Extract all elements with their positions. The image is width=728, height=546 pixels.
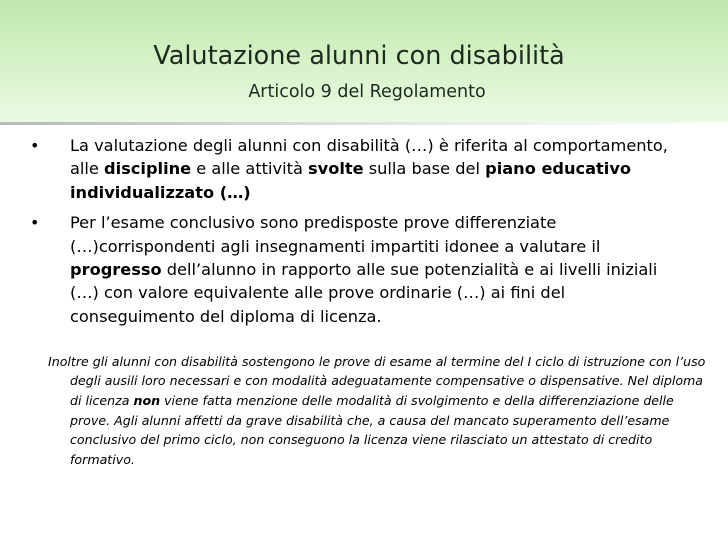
title-band bbox=[0, 0, 728, 125]
note-text-1: Inoltre gli alunni con disabilità sostengono le prove di esame al termine del I ciclo di istruzione con l’uso degli ausili loro necessari e con modalità adeguatamente compensative o dispensative. Nel diploma di licenza bbox=[48, 353, 706, 408]
bullet-dot-icon: • bbox=[30, 136, 40, 155]
bullet2-text-2: dell’alunno in rapporto alle sue potenzialità e ai livelli iniziali (…) con valore equivalente alle prove ordinarie (…) ai fini del conseguimento del diploma di licenza. bbox=[70, 260, 658, 326]
bullet1-text-2: e alle attività bbox=[191, 159, 309, 179]
note-paragraph bbox=[48, 352, 706, 470]
title-divider bbox=[0, 122, 728, 125]
bullet1-bold-piano: piano educativo individualizzato (…) bbox=[70, 159, 632, 202]
bullet-item-esame bbox=[30, 211, 690, 328]
bullet-list bbox=[30, 134, 690, 335]
bullet1-bold-svolte: svolte bbox=[308, 159, 364, 179]
bullet1-text-1: La valutazione degli alunni con disabilità (…) è riferita al comportamento, alle bbox=[70, 136, 668, 179]
bullet1-text-3: sulla base del bbox=[363, 159, 486, 179]
bullet2-bold-progresso: progresso bbox=[70, 260, 162, 280]
note-bold-non: non bbox=[133, 393, 161, 408]
bullet2-text-1: Per l’esame conclusivo sono predisposte prove differenziate (…)corrispondenti agli insegnamenti impartiti idonee a valutare il bbox=[70, 213, 601, 256]
bullet1-bold-discipline: discipline bbox=[104, 159, 192, 179]
note-text-2: viene fatta menzione delle modalità di svolgimento e della differenziazione delle prove. Agli alunni affetti da grave disabilità che, a causa del mancato superamento dell’esame conclusivo del primo ciclo, non conseguono la licenza viene rilasciato un attestato di credito formativo. bbox=[70, 393, 674, 468]
bullet-item-valutazione bbox=[30, 134, 690, 204]
slide-subtitle: Articolo 9 del Regolamento bbox=[248, 82, 486, 102]
slide-title: Valutazione alunni con disabilità bbox=[153, 41, 565, 71]
bullet-dot-icon: • bbox=[30, 213, 40, 233]
